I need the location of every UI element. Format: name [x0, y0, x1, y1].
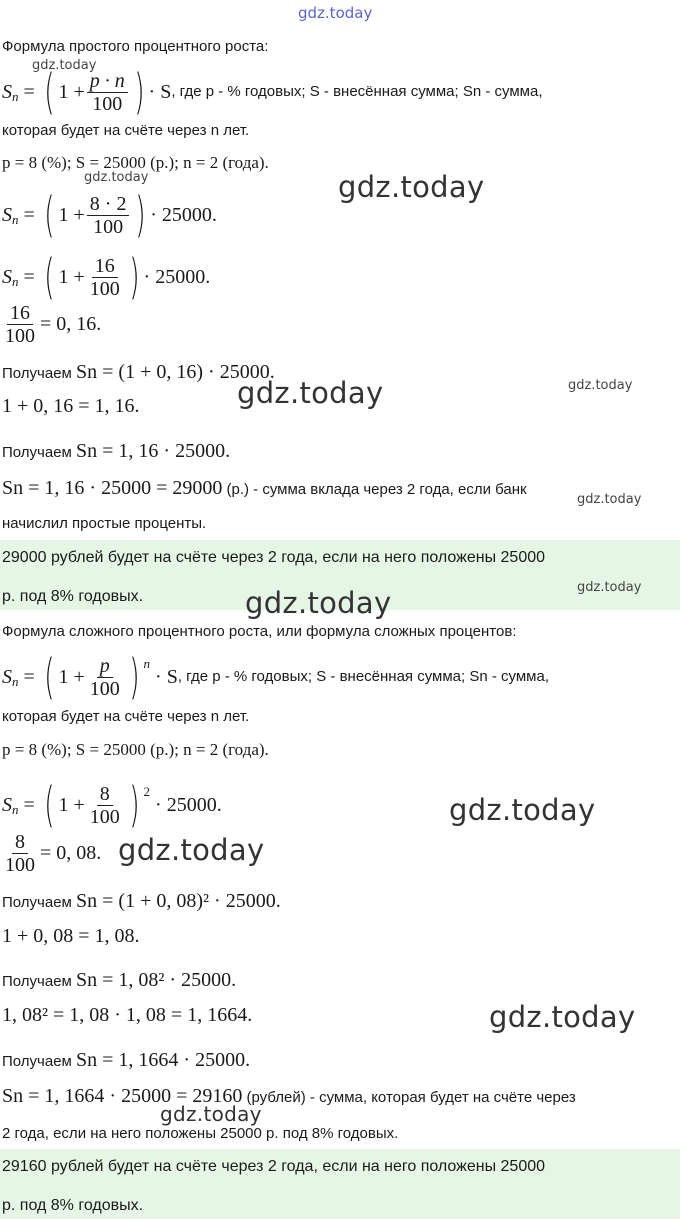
simple-growth-intro: Формула простого процентного роста: [2, 38, 269, 55]
compound-result-cont: 2 года, если на него положены 25000 р. под 8% годовых. [2, 1125, 399, 1142]
compound-answer-l2: р. под 8% годовых. [2, 1197, 144, 1214]
watermark-12: gdz.today [160, 1102, 262, 1126]
watermark-5: gdz.today [568, 378, 633, 393]
watermark-9: gdz.today [449, 793, 596, 827]
watermark-8: gdz.today [245, 586, 392, 620]
simple-result-cont: начислил простые проценты. [2, 515, 207, 532]
compound-sum: 1 + 0, 08 = 1, 08. [2, 925, 140, 947]
simple-step2: S n = ( 1 + $\frac{16}{100}$ ) · 25000. [2, 249, 211, 305]
watermark-top: gdz.today [298, 4, 373, 22]
compound-growth-formula: S n = ( 1 + $\frac{p}{100}$ ) n · S , где p - % годовых; S - внесённая сумма; Sn - сумма, [2, 649, 549, 705]
watermark-10: gdz.today [118, 833, 265, 867]
compound-square: 1, 08² = 1, 08 · 1, 08 = 1, 1664. [2, 1004, 253, 1026]
simple-growth-formula: S n = ( 1 + $\frac{p \cdot n}{100}$ ) · S , где p - % годовых; S - внесённая сумма; Sn - сумма, [2, 64, 543, 120]
simple-fraction: $\frac{16}{100}$ = 0, 16. [5, 301, 102, 347]
watermark-4: gdz.today [237, 376, 384, 410]
simple-get2: Получаем Sn = 1, 16 · 25000. [2, 440, 231, 462]
simple-formula-rest: , где p - % годовых; S - внесённая сумма; Sn - сумма, [171, 83, 543, 100]
watermark-7: gdz.today [577, 580, 642, 595]
simple-given: p = 8 (%); S = 25000 (р.); n = 2 (года). [2, 153, 269, 172]
watermark-11: gdz.today [489, 1000, 636, 1034]
compound-get3: Получаем Sn = 1, 1664 · 25000. [2, 1049, 251, 1071]
compound-growth-intro: Формула сложного процентного роста, или формула сложных процентов: [2, 623, 517, 640]
simple-get1: Получаем Sn = (1 + 0, 16) · 25000. [2, 361, 275, 383]
simple-step1: S n = ( 1 + $\frac{8 \cdot 2}{100}$ ) · 25000. [2, 187, 217, 243]
watermark-1: gdz.today [32, 58, 97, 73]
compound-fraction: $\frac{8}{100}$ = 0, 08. [5, 830, 102, 876]
compound-result: Sn = 1, 1664 · 25000 = 29160 (рублей) - сумма, которая будет на счёте через [2, 1085, 576, 1107]
watermark-6: gdz.today [577, 492, 642, 507]
simple-answer-l1: 29000 рублей будет на счёте через 2 года, если на него положены 25000 [2, 549, 546, 566]
watermark-2: gdz.today [84, 170, 149, 185]
compound-get2: Получаем Sn = 1, 08² · 25000. [2, 969, 237, 991]
compound-formula-cont: которая будет на счёте через n лет. [2, 708, 250, 725]
compound-answer-l1: 29160 рублей будет на счёте через 2 года, если на него положены 25000 [2, 1158, 546, 1175]
compound-given: p = 8 (%); S = 25000 (р.); n = 2 (года). [2, 740, 269, 759]
simple-sum: 1 + 0, 16 = 1, 16. [2, 395, 140, 417]
simple-result: Sn = 1, 16 · 25000 = 29000 (р.) - сумма вклада через 2 года, если банк [2, 477, 527, 499]
compound-get1: Получаем Sn = (1 + 0, 08)² · 25000. [2, 890, 281, 912]
compound-step: S n = ( 1 + $\frac{8}{100}$ ) 2 · 25000. [2, 777, 222, 833]
watermark-3: gdz.today [338, 170, 485, 204]
compound-formula-rest: , где p - % годовых; S - внесённая сумма; Sn - сумма, [177, 668, 549, 685]
simple-answer-l2: р. под 8% годовых. [2, 588, 144, 605]
simple-formula-cont: которая будет на счёте через n лет. [2, 122, 250, 139]
